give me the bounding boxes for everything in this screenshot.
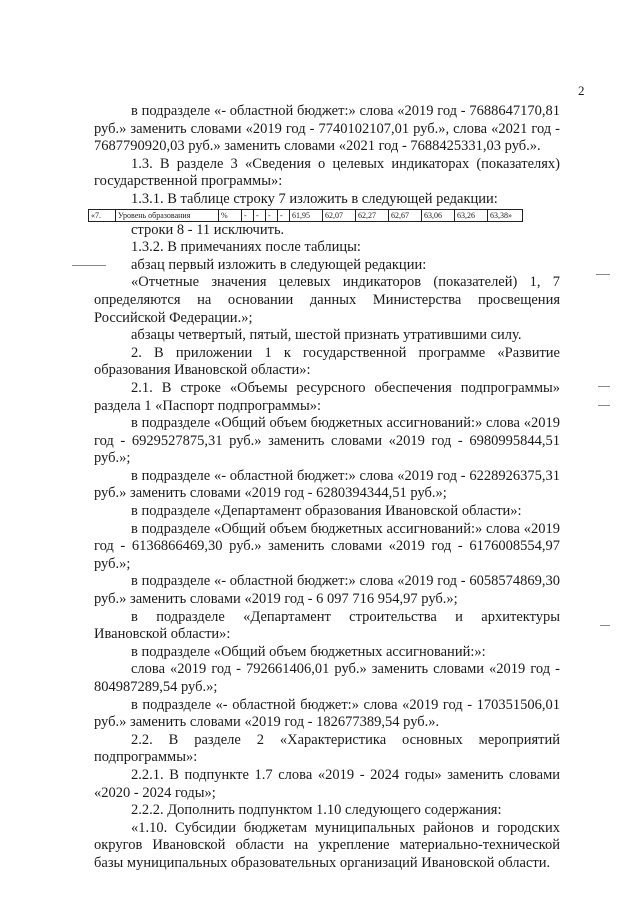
table-cell: 62,67 [389,209,422,221]
table-cell: Уровень образования [116,209,219,221]
table-cell: 63,06 [422,209,455,221]
margin-mark-right [596,274,610,275]
table-cell: 63,26 [455,209,488,221]
table-cell: «7. [89,209,116,221]
table-cell: - [242,209,254,221]
table-cell: - [266,209,278,221]
paragraph: «1.10. Субсидии бюджетам муниципальных районов и городских округов Ивановской области на укрепление материально-технической базы муниципальных образовательных организаций Ивановской области. [94,819,560,871]
table-row [89,209,523,221]
paragraph: 2. В приложении 1 к государственной программе «Развитие образования Ивановской области»: [94,344,560,379]
table-cell: 61,95 [290,209,323,221]
paragraph: в подразделе «Общий объем бюджетных ассигнований:»: [131,643,486,660]
paragraph: «Отчетные значения целевых индикаторов (показателей) 1, 7 определяются на основании данных Министерства просвещения Российской Федерации.»; [94,274,560,326]
paragraph: в подразделе «Департамент образования Ивановской области»: [131,503,522,520]
margin-mark-right [598,405,610,406]
table-cell: - [254,209,266,221]
indicator-table [88,209,523,222]
paragraph: абзац первый изложить в следующей редакции: [131,256,427,273]
table-cell: % [219,209,242,221]
paragraph: в подразделе «- областной бюджет:» слова «2019 год - 170351506,01 руб.» заменить словами «2019 год - 182677389,54 руб.». [94,696,560,731]
table-cell: 62,27 [356,209,389,221]
paragraph: слова «2019 год - 792661406,01 руб.» заменить словами «2019 год - 804987289,54 руб.»; [94,661,560,695]
paragraph: в подразделе «Общий объем бюджетных ассигнований:» слова «2019 год - 6929527875,31 руб.» заменить словами «2019 год - 6980995844,51 руб.»; [94,415,560,467]
document-body [91,103,560,873]
paragraph: 2.1. В строке «Объемы ресурсного обеспечения подпрограммы» раздела 1 «Паспорт подпрограммы»: [94,379,560,414]
paragraph: в подразделе «Общий объем бюджетных ассигнований:» слова «2019 год - 6136866469,30 руб.» заменить словами «2019 год - 6176008554,97 руб.»; [94,520,560,572]
paragraph: 1.3.2. В примечаниях после таблицы: [131,239,361,256]
paragraph: в подразделе «- областной бюджет:» слова «2019 год - 6058574869,30 руб.» заменить словами «2019 год - 6 097 716 954,97 руб.»; [94,573,560,608]
margin-mark-right [598,386,610,387]
table-cell: 62,07 [323,209,356,221]
margin-mark-right [600,625,610,626]
table-cell: - [278,209,290,221]
paragraph: 2.2.1. В подпункте 1.7 слова «2019 - 2024 годы» заменить словами «2020 - 2024 годы»; [94,766,560,801]
paragraph: 1.3.1. В таблице строку 7 изложить в следующей редакции: [131,190,498,207]
paragraph: абзацы четвертый, пятый, шестой признать утратившими силу. [131,327,522,344]
page-number: 2 [578,83,585,98]
paragraph: 2.2.2. Дополнить подпунктом 1.10 следующего содержания: [131,802,502,819]
paragraph: в подразделе «- областной бюджет:» слова «2019 год - 7688647170,81 руб.» заменить словами «2019 год - 7740102107,01 руб.», слова «2021 год - 7687790920,03 руб.» заменить словами «2021 год - 7688425331,03 руб.». [94,103,560,155]
table-cell: 63,38» [488,209,523,221]
paragraph: строки 8 - 11 исключить. [131,221,285,238]
paragraph: 2.2. В разделе 2 «Характеристика основных мероприятий подпрограммы»: [94,731,560,766]
paragraph: в подразделе «- областной бюджет:» слова «2019 год - 6228926375,31 руб.» заменить словами «2019 год - 6280394344,51 руб.»; [94,467,560,502]
paragraph: 1.3. В разделе 3 «Сведения о целевых индикаторах (показателях) государственной программы»: [94,155,560,190]
paragraph: в подразделе «Департамент строительства и архитектуры Ивановской области»: [94,608,560,643]
